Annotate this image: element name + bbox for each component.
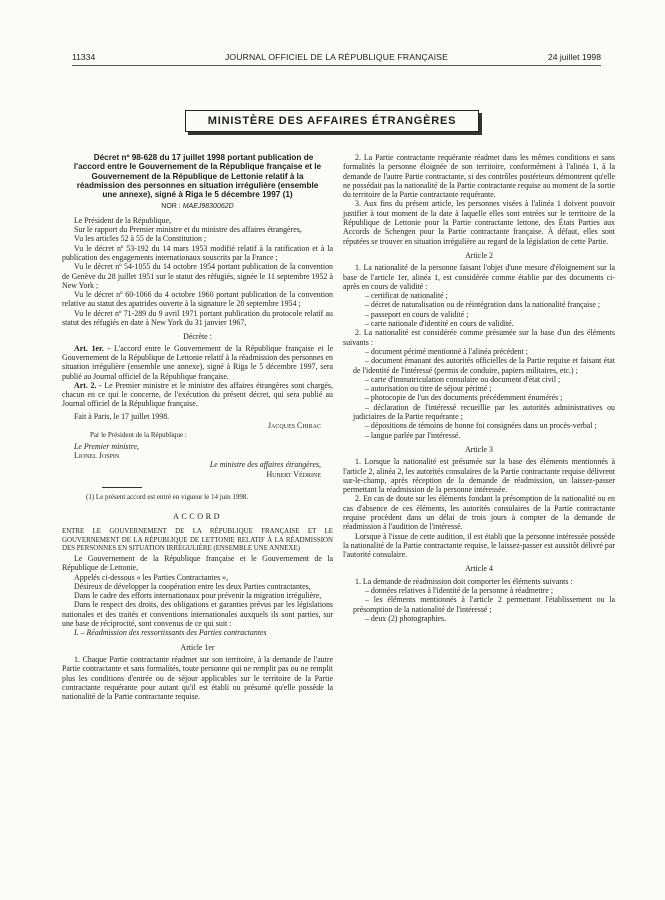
footnote-separator [102, 487, 142, 488]
section-1-heading: I. – Réadmission des ressortissants des Parties contractantes [74, 628, 267, 638]
decree-title: Décret nº 98-628 du 17 juillet 1998 portant publication de l'accord entre le Gouvernement de la République française et le Gouvernement de la République de Lettonie relatif à la réadmission des personnes en situation irrégulière (ensemble une annexe), signé à Riga le 5 décembre 1997 (1) [73, 153, 322, 200]
article-2-text: Le Premier ministre et le ministre des affaires étrangères sont chargés, chacun en ce qui le concerne, de l'exécution du présent décret, qui sera publié au Journal officiel de la République française. [62, 380, 333, 409]
list-item: – décret de naturalisation ou de réintégration dans la nationalité française ; [365, 300, 601, 310]
preamble-line: Le Gouvernement de la République française et le Gouvernement de la République de Lettonie, [62, 554, 333, 573]
pm-name: Lionel Jospin [74, 450, 120, 460]
list-item: – certificat de nationalité ; [365, 291, 448, 301]
journal-title: JOURNAL OFFICIEL DE LA RÉPUBLIQUE FRANÇAISE [224, 52, 449, 62]
preamble-line: Dans le respect des droits, des obligations et garanties prévus par les législations nationales et des traités et conventions internationales auxquels ils sont parties, sur une base de réciprocité, sont convenus de ce qui suit : [62, 600, 333, 629]
visa-line: Vu le décret nº 54-1055 du 14 octobre 1954 portant publication de la convention de Genève du 28 juillet 1951 sur le statut des réfugiés, signée le 11 septembre 1952 à New York ; [62, 262, 333, 290]
article-2 [62, 381, 333, 409]
article-1 [62, 344, 333, 381]
pm-title: Le Premier ministre, [74, 441, 139, 451]
list-item: – deux (2) photographies. [365, 613, 447, 623]
header-rule [72, 65, 601, 66]
accord-subtitle: ENTRE LE GOUVERNEMENT DE LA RÉPUBLIQUE FRANÇAISE ET LE GOUVERNEMENT DE LA RÉPUBLIQUE DE LETTONIE RELATIF À LA RÉADMISSION DES PERSONNES EN SITUATION IRRÉGULIÈRE (ENSEMBLE UNE ANNEXE) [62, 527, 333, 553]
list-item: – les éléments mentionnés à l'article 2 permettant l'établissement ou la présomption de la nationalité de l'intéressé ; [353, 595, 615, 614]
right-column [343, 153, 615, 623]
signer-name: Jacques Chirac [268, 421, 321, 431]
article-1-text: L'accord entre le Gouvernement de la République française et le Gouvernement de la République de Lettonie relatif à la réadmission des personnes en situation irrégulière (ensemble une annexe), signé à Riga le 5 décembre 1997, sera publié au Journal officiel de la République française. [62, 343, 333, 381]
nor-reference [62, 202, 333, 211]
par-le-president: Par le Président de la République : [90, 431, 187, 440]
list-item: – dépositions de témoins de bonne foi consignées dans un procès-verbal ; [365, 421, 597, 431]
article-3-para-3: Lorsque à l'issue de cette audition, il est établi que la personne intéressée possède la nationalité de la Partie contractante requise, le laissez-passer est aussitôt délivré par l'autorité consulaire. [343, 531, 615, 560]
article-1-label: Art. 1er. - [74, 343, 111, 353]
list-item: – passeport en cours de validité ; [365, 309, 469, 319]
done-at: Fait à Paris, le 17 juillet 1998. [74, 411, 170, 421]
visa-line: Sur le rapport du Premier ministre et du ministre des affaires étrangères, [74, 225, 302, 235]
article-4-para-1: 1. La demande de réadmission doit comporter les éléments suivants : [355, 576, 573, 586]
article-2-label: Art. 2. - [74, 380, 102, 390]
visa-line: Vu les articles 52 à 55 de la Constitution ; [74, 234, 207, 244]
ministry-banner [185, 110, 479, 132]
list-item: – carte nationale d'identité en cours de validité. [365, 319, 514, 329]
list-item: – déclaration de l'intéressé recueillie par les autorités administratives ou judiciaires de la Partie requérante ; [353, 402, 615, 422]
article-2-heading: Article 2 [465, 250, 493, 260]
article-1-para-2: 2. La Partie contractante requérante réadmet dans les mêmes conditions et sans formalités la personne éloignée de son territoire, conformément à l'alinéa 1, à la demande de l'autre Partie contractante, si des contrôles postérieurs démontrent qu'elle ne possédait pas la nationalité de la Partie contractante requise au moment de la sortie du territoire de la Partie contractante requérante. [343, 153, 615, 200]
article-2-para-1: 1. La nationalité de la personne faisant l'objet d'une mesure d'éloignement sur la base de l'article 1er, alinéa 1, est considérée comme établie par des documents ci-après en cours de validité : [343, 263, 615, 291]
page-header [72, 51, 601, 63]
nor-code: MAEJ9830062D [182, 203, 234, 211]
publication-date: 24 juillet 1998 [547, 52, 601, 62]
article-3-heading: Article 3 [465, 444, 493, 454]
visa-line: Vu le décret nº 60-1066 du 4 octobre 1960 portant publication de la convention relative au statut des apatrides ouverte à la signature le 28 septembre 1954 ; [62, 290, 333, 309]
preamble-line: Appelés ci-dessous « les Parties Contractantes », [74, 572, 229, 582]
decrete: Décrète : [183, 332, 212, 342]
list-item: – document périmé mentionné à l'alinéa précédent ; [365, 346, 528, 356]
list-item: – document émanant des autorités officielles de la Partie requise et faisant état de l'identité de l'intéressé (permis de conduire, papiers militaires, etc.) ; [353, 356, 615, 375]
list-item: – langue parlée par l'intéressé. [365, 430, 461, 440]
visa-line: Vu le décret nº 53-192 du 14 mars 1953 modifié relatif à la ratification et à la publication des engagements internationaux souscrits par la France ; [62, 243, 333, 262]
preamble-line: Désireux de développer la coopération entre les deux Parties contractantes, [74, 581, 311, 591]
article-3-para-1: 1. Lorsque la nationalité est présumée sur la base des éléments mentionnés à l'article 2, alinéa 2, les autorités consulaires de la Partie contractante requise délivrent sur-le-champ, après réception de la demande de réadmission, un laissez-passer permettant la réadmission de la personne intéressée. [343, 457, 615, 495]
ministry-title: MINISTÈRE DES AFFAIRES ÉTRANGÈRES [207, 115, 457, 127]
page-number: 11334 [72, 52, 96, 62]
article-1-heading: Article 1er [180, 642, 215, 652]
list-item: – données relatives à l'identité de la personne à réadmettre ; [365, 586, 554, 596]
left-column [62, 153, 333, 702]
article-2-para-2: 2. La nationalité est considérée comme présumée sur la base d'un des éléments suivants : [343, 328, 615, 347]
president-line: Le Président de la République, [74, 215, 172, 225]
footnote: (1) Le présent accord est entré en vigueur le 14 juin 1998. [86, 492, 249, 501]
visa-line: Vu le décret nº 71-289 du 9 avril 1971 portant publication du protocole relatif au statut des réfugiés en date à New York du 31 janvier 1967, [62, 308, 333, 328]
accord-heading: ACCORD [172, 511, 223, 521]
article-1-para-3: 3. Aux fins du présent article, les personnes visées à l'alinéa 1 doivent pouvoir justifier à tout moment de la date à laquelle elles sont entrées sur le territoire de la République de Lettonie pour la Partie contractante lettone, des États Parties aux Accords de Schengen pour la Partie contractante française. À défaut, elles sont réputées se trouver en situation irrégulière au regard de la législation de cette Partie. [343, 199, 615, 246]
list-item: – autorisation ou titre de séjour périmé ; [365, 384, 492, 394]
preamble-line: Dans le cadre des efforts internationaux pour prévenir la migration irrégulière, [74, 591, 322, 601]
nor-label: NOR : [161, 203, 181, 211]
article-4-heading: Article 4 [465, 564, 493, 574]
list-item: – photocopie de l'un des documents précédemment énumérés ; [365, 393, 563, 403]
article-3-para-2: 2. En cas de doute sur les éléments fondant la présomption de la nationalité ou en cas d'absence de ces éléments, les autorités consulaires de la Partie contractante requise procèdent dans un délai de trois jours à compter de la demande de réadmission à l'audition de l'intéressé. [343, 494, 615, 532]
list-item: – carte d'immatriculation consulaire ou document d'état civil ; [365, 374, 561, 384]
article-1-para-1: 1. Chaque Partie contractante réadmet sur son territoire, à la demande de l'autre Partie contractante et sans formalités, toute personne qui ne remplit pas ou ne remplit plus les conditions d'entrée ou de séjour applicables sur le territoire de la Partie contractante requérante pour autant qu'il est établi ou présumé qu'elle possède la nationalité de la Partie contractante requise. [62, 654, 333, 702]
minister-name: Hubert Védrine [266, 469, 321, 479]
minister-title: Le ministre des affaires étrangères, [209, 460, 321, 470]
